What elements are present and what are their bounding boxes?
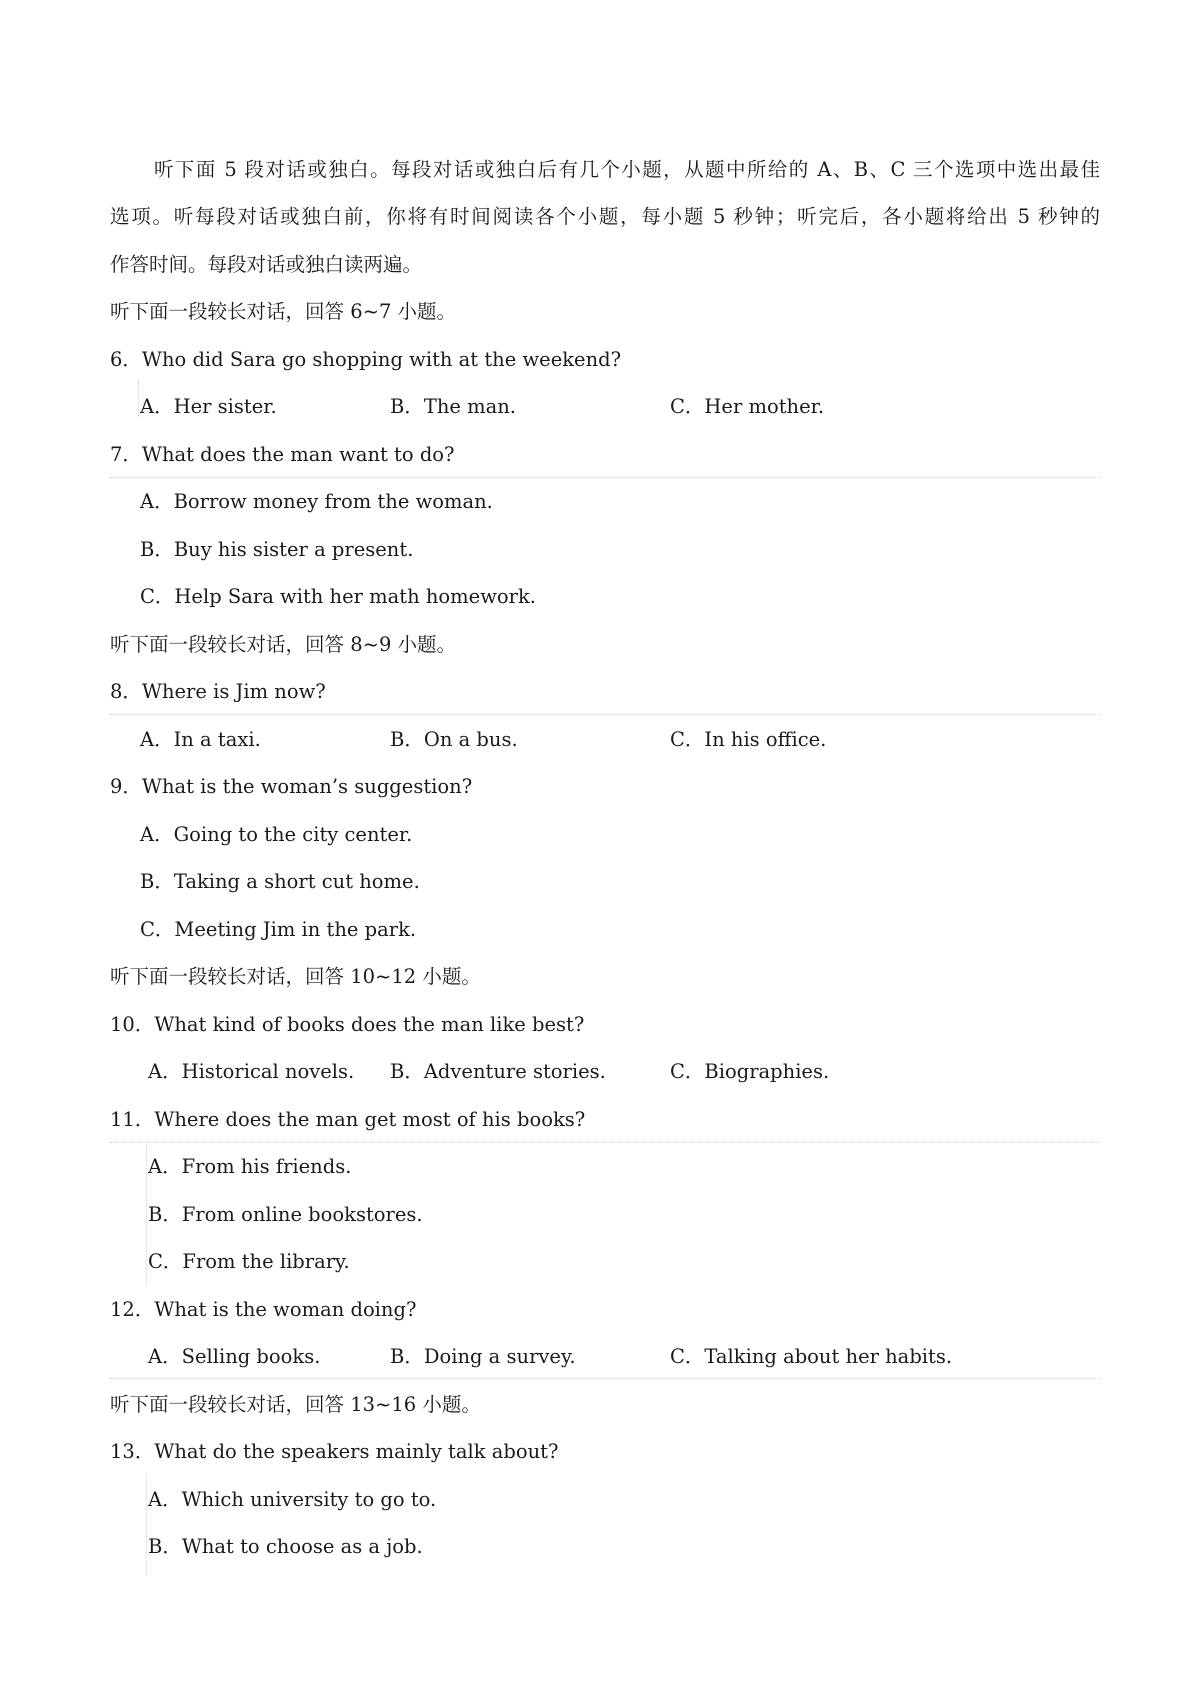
question-stem: 6．Who did Sara go shopping with at the weekend? <box>110 348 622 371</box>
dotted-rule <box>110 714 1100 715</box>
option-c: C．From the library. <box>148 1250 350 1273</box>
section-heading: 听下面一段较长对话，回答 13~16 小题。 <box>110 1393 481 1416</box>
dotted-guide <box>146 1475 147 1575</box>
instructions-line-1: 听下面 5 段对话或独白。每段对话或独白后有几个小题，从题中所给的 A、B、C 三个选项中选出最佳 <box>154 158 1100 181</box>
option-a: A．Her sister. <box>140 395 277 418</box>
option-a: A．In a taxi. <box>140 728 261 751</box>
option-b: B．Buy his sister a present. <box>140 538 414 561</box>
question-stem: 13．What do the speakers mainly talk about? <box>110 1440 559 1463</box>
question-stem: 8．Where is Jim now? <box>110 680 326 703</box>
option-a: A．Historical novels. <box>148 1060 355 1083</box>
option-c: C．Biographies. <box>670 1060 830 1083</box>
section-heading: 听下面一段较长对话，回答 6~7 小题。 <box>110 300 457 323</box>
instructions-line-3: 作答时间。每段对话或独白读两遍。 <box>110 253 423 276</box>
option-b: B．Taking a short cut home. <box>140 870 420 893</box>
option-b: B．Doing a survey. <box>390 1345 576 1368</box>
option-a: A．Going to the city center. <box>140 823 413 846</box>
option-a: A．Selling books. <box>148 1345 321 1368</box>
question-stem: 10．What kind of books does the man like best? <box>110 1013 585 1036</box>
option-a: A．Which university to go to. <box>148 1488 437 1511</box>
dotted-rule <box>110 1378 1100 1379</box>
option-c: C．Talking about her habits. <box>670 1345 953 1368</box>
dotted-guide <box>146 1145 147 1285</box>
section-heading: 听下面一段较长对话，回答 8~9 小题。 <box>110 633 457 656</box>
dotted-rule <box>110 1142 1100 1143</box>
option-c: C．Her mother. <box>670 395 825 418</box>
instructions-line-2: 选项。听每段对话或独白前，你将有时间阅读各个小题，每小题 5 秒钟；听完后，各小题将给出 5 秒钟的 <box>110 205 1100 228</box>
option-c: C．Meeting Jim in the park. <box>140 918 417 941</box>
dotted-guide <box>138 380 139 418</box>
option-b: B．What to choose as a job. <box>148 1535 423 1558</box>
option-b: B．From online bookstores. <box>148 1203 423 1226</box>
question-stem: 9．What is the woman’s suggestion? <box>110 775 473 798</box>
option-c: C．In his office. <box>670 728 827 751</box>
section-heading: 听下面一段较长对话，回答 10~12 小题。 <box>110 965 481 988</box>
question-stem: 7．What does the man want to do? <box>110 443 455 466</box>
question-stem: 11．Where does the man get most of his books? <box>110 1108 586 1131</box>
option-b: B．On a bus. <box>390 728 518 751</box>
option-b: B．The man. <box>390 395 517 418</box>
option-c: C．Help Sara with her math homework. <box>140 585 536 608</box>
question-stem: 12．What is the woman doing? <box>110 1298 417 1321</box>
option-b: B．Adventure stories. <box>390 1060 606 1083</box>
option-a: A．From his friends. <box>148 1155 352 1178</box>
dotted-rule <box>110 477 1100 478</box>
option-a: A．Borrow money from the woman. <box>140 490 493 513</box>
